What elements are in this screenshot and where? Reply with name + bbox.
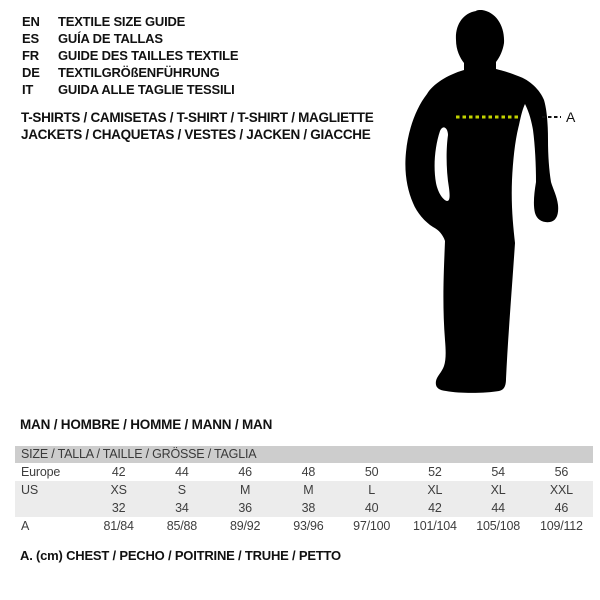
- language-code: EN: [22, 14, 40, 29]
- size-table: [15, 446, 593, 535]
- size-table-header: SIZE / TALLA / TAILLE / GRÖSSE / TAGLIA: [15, 446, 593, 463]
- size-cell: XXL: [549, 483, 573, 497]
- measurement-label-a: A: [566, 109, 576, 125]
- size-cell: 52: [428, 465, 442, 479]
- language-code: IT: [22, 82, 34, 97]
- language-code: ES: [22, 31, 39, 46]
- size-cell: 34: [175, 501, 189, 515]
- size-cell: 32: [111, 501, 126, 515]
- size-cell: 85/88: [166, 519, 198, 533]
- language-title: GUIDA ALLE TAGLIE TESSILI: [58, 82, 235, 97]
- size-cell: 42: [111, 465, 126, 479]
- size-cell: L: [368, 483, 375, 497]
- size-cell: M: [240, 483, 251, 497]
- language-title: TEXTILGRÖßENFÜHRUNG: [58, 65, 220, 80]
- size-cell: 44: [491, 501, 505, 515]
- language-code: DE: [22, 65, 40, 80]
- garment-categories: [21, 109, 373, 143]
- table-row-us-numeric: [15, 499, 593, 517]
- size-cell: 56: [554, 465, 569, 479]
- language-title: GUÍA DE TALLAS: [58, 31, 163, 46]
- gender-heading: MAN / HOMBRE / HOMME / MANN / MAN: [20, 417, 273, 432]
- row-label: Europe: [21, 465, 61, 479]
- size-cell: 89/92: [229, 519, 261, 533]
- category-line-tshirts: T-SHIRTS / CAMISETAS / T-SHIRT / T-SHIRT / MAGLIETTE: [21, 110, 374, 125]
- language-row: [22, 13, 238, 30]
- measurement-footnote: A. (cm) CHEST / PECHO / POITRINE / TRUHE / PETTO: [20, 548, 341, 563]
- size-cell: XL: [427, 483, 443, 497]
- language-row: [22, 64, 238, 81]
- size-cell: 93/96: [293, 519, 324, 533]
- size-cell: 36: [238, 501, 252, 515]
- size-cell: 54: [491, 465, 505, 479]
- language-row: [22, 47, 238, 64]
- man-silhouette-shape: [405, 10, 558, 393]
- size-cell: 81/84: [103, 519, 134, 533]
- size-cell: 48: [301, 465, 316, 479]
- table-row-us: [15, 481, 593, 499]
- size-cell: 44: [175, 465, 189, 479]
- table-row-europe: [15, 463, 593, 481]
- language-title: GUIDE DES TAILLES TEXTILE: [58, 48, 239, 63]
- size-cell: 40: [364, 501, 379, 515]
- row-label: [15, 499, 87, 517]
- size-cell: 50: [364, 465, 379, 479]
- size-cell: M: [303, 483, 314, 497]
- language-title: TEXTILE SIZE GUIDE: [58, 14, 186, 29]
- size-cell: 38: [301, 501, 316, 515]
- size-cell: 46: [238, 465, 252, 479]
- size-cell: 97/100: [353, 519, 391, 533]
- man-silhouette: [400, 0, 600, 400]
- language-list: [22, 13, 238, 98]
- table-row-chest: [15, 517, 593, 535]
- size-cell: 109/112: [539, 519, 583, 533]
- size-cell: 105/108: [476, 519, 521, 533]
- size-cell: S: [177, 483, 186, 497]
- language-row: [22, 30, 238, 47]
- language-code: FR: [22, 48, 39, 63]
- size-cell: 46: [554, 501, 569, 515]
- category-line-jackets: JACKETS / CHAQUETAS / VESTES / JACKEN / GIACCHE: [21, 127, 371, 142]
- language-row: [22, 81, 238, 98]
- size-cell: XS: [110, 483, 127, 497]
- size-cell: 42: [428, 501, 442, 515]
- row-label: A: [21, 519, 30, 533]
- size-cell: XL: [490, 483, 506, 497]
- row-label: US: [21, 483, 38, 497]
- size-cell: 101/104: [412, 519, 457, 533]
